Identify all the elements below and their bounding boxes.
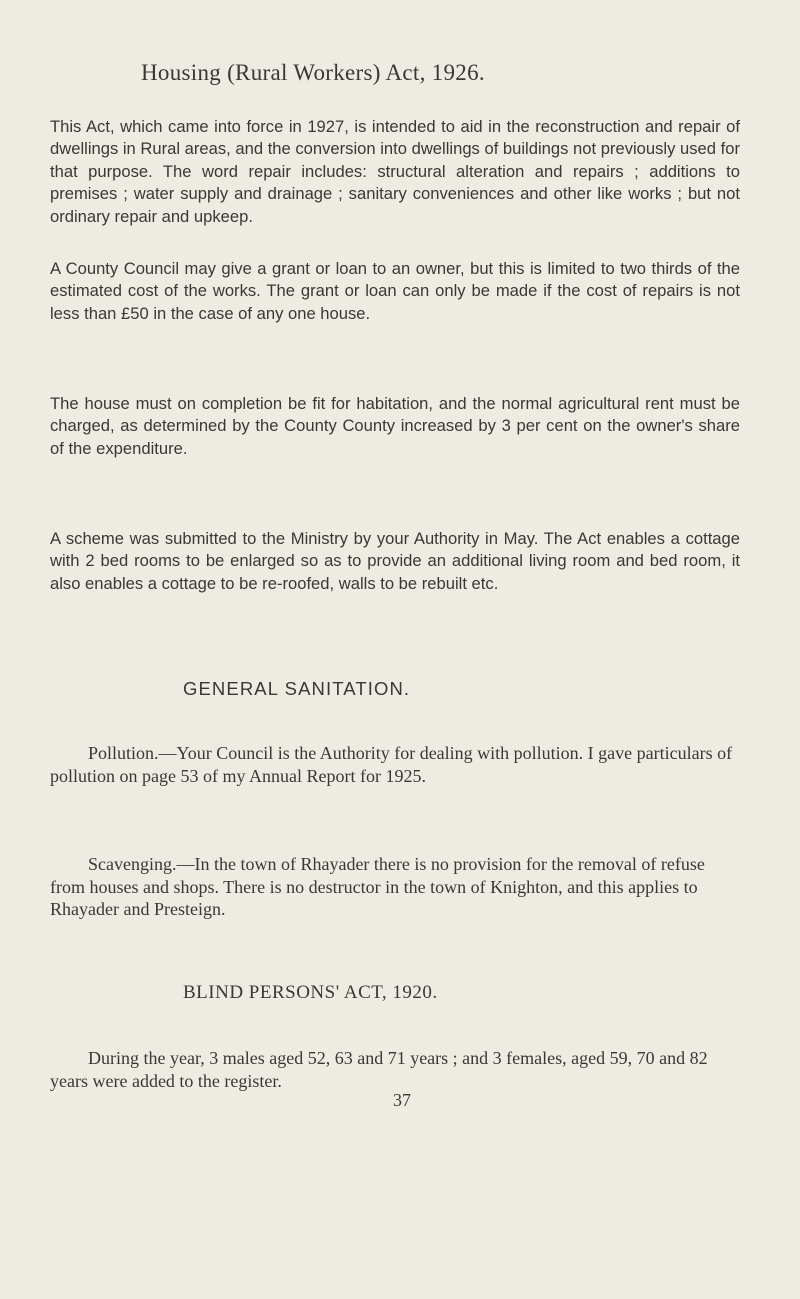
scavenging-text: —In the town of Rhayader there is no provision for the removal of refuse from houses and shops. There is no destructor in the town of Knighton, and this applies to Rhayader and Presteign. [50, 854, 705, 919]
paragraph-blind-persons [50, 1047, 740, 1092]
paragraph-pollution [50, 742, 740, 787]
paragraph-act-intro: This Act, which came into force in 1927, is intended to aid in the reconstruction and repair of dwellings in Rural areas, and the conversion into dwellings of buildings not previously used for that purpose. The word repair includes: structural alteration and repairs ; additions to premises ; water supply and drainage ; sanitary conveniences and other like works ; but not ordinary repair and upkeep. [50, 117, 740, 226]
page-header [141, 60, 681, 86]
page-number: 37 [393, 1090, 411, 1110]
blind-persons-text: During the year, 3 males aged 52, 63 and 71 years ; and 3 females, aged 59, 70 and 82 years were added to the register. [50, 1048, 708, 1091]
paragraph-habitation: The house must on completion be fit for habitation, and the normal agricultural rent must be charged, as determined by the County County increased by 3 per cent on the owner's share of the expenditure. [50, 394, 740, 458]
paragraph-scheme: A scheme was submitted to the Ministry by your Authority in May. The Act enables a cottage with 2 bed rooms to be enlarged so as to provide an additional living room and bed room, it also enables a cottage to be re-roofed, walls to be rebuilt etc. [50, 529, 740, 593]
pollution-lead: Pollution. [88, 743, 159, 763]
paragraph-scavenging [50, 853, 740, 921]
section-heading-general-sanitation: GENERAL SANITATION. [183, 678, 411, 699]
scavenging-lead: Scavenging. [88, 854, 177, 874]
section-heading-blind-persons: BLIND PERSONS' ACT, 1920. [183, 982, 438, 1003]
paragraph-county-grant: A County Council may give a grant or loan to an owner, but this is limited to two thirds of the estimated cost of the works. The grant or loan can only be made if the cost of repairs is not less than £50 in the case of any one house. [50, 259, 740, 323]
header-title: Housing (Rural Workers) Act, 1926. [141, 60, 485, 85]
pollution-text: —Your Council is the Authority for dealing with pollution. I gave particulars of pollution on page 53 of my Annual Report for 1925. [50, 743, 733, 786]
